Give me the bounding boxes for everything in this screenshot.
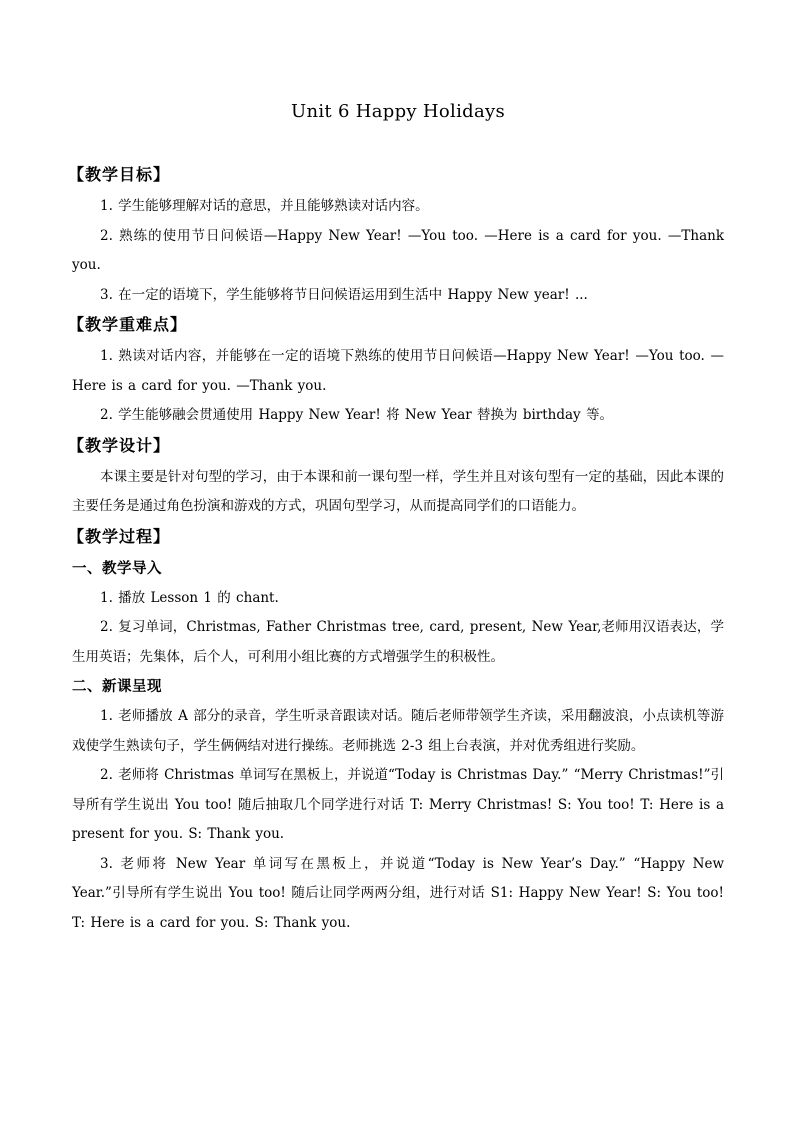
section-heading-key-points: 【教学重难点】 (68, 315, 188, 334)
key-point-item-1: 1. 熟读对话内容，并能够在一定的语境下熟练的使用节日问候语—Happy New Year! —You too. —Here is a card for you. —Thank you. (72, 348, 724, 394)
new-lesson-item-3: 3. 老师将 New Year 单词写在黑板上，并说道“Today is New Year’s Day.” “Happy New Year.”引导所有学生说出 You too! 随后让同学两两分组，进行对话 S1: Happy New Year! S: You too! T: Here is a card for you. S: Thank you. (72, 855, 724, 931)
section-heading-design: 【教学设计】 (68, 435, 171, 455)
new-lesson-item-1: 1. 老师播放 A 部分的录音，学生听录音跟读对话。随后老师带领学生齐读，采用翻波浪，小点读机等游戏使学生熟读句子，学生俩俩结对进行操练。老师挑选 2-3 组上台表演，并对优秀组进行奖励。 (72, 708, 724, 754)
new-lesson-item-2: 2. 老师将 Christmas 单词写在黑板上，并说道“Today is Christmas Day.” “Merry Christmas!”引导所有学生说出 You too! 随后抽取几个同学进行对话 T: Merry Christmas! S: You too! T: Here is a present for you. S: Thank you. (72, 767, 724, 842)
subsection-heading-intro: 一、教学导入 (72, 560, 162, 577)
section-heading-objectives: 【教学目标】 (68, 165, 171, 184)
intro-item-1: 1. 播放 Lesson 1 的 chant. (100, 589, 279, 606)
objective-item-3: 3. 在一定的语境下，学生能够将节日问候语运用到生活中 Happy New year! ... (100, 286, 588, 303)
intro-item-2: 2. 复习单词，Christmas, Father Christmas tree, card, present, New Year,老师用汉语表达，学生用英语；先集体，后个人，可利用小组比赛的方式增强学生的积极性。 (72, 619, 724, 665)
objective-item-2: 2. 熟练的使用节日问候语—Happy New Year! —You too. —Here is a card for you. —Thank you. (72, 227, 724, 273)
key-point-item-2: 2. 学生能够融会贯通使用 Happy New Year! 将 New Year 替换为 birthday 等。 (100, 407, 613, 423)
objective-item-1: 1. 学生能够理解对话的意思，并且能够熟读对话内容。 (100, 198, 429, 214)
document-title: Unit 6 Happy Holidays (290, 101, 506, 122)
subsection-heading-new-lesson: 二、新课呈现 (72, 679, 162, 695)
section-heading-process: 【教学过程】 (68, 526, 171, 546)
design-paragraph: 本课主要是针对句型的学习，由于本课和前一课句型一样，学生并且对该句型有一定的基础，因此本课的主要任务是通过角色扮演和游戏的方式，巩固句型学习，从而提高同学们的口语能力。 (72, 468, 724, 514)
